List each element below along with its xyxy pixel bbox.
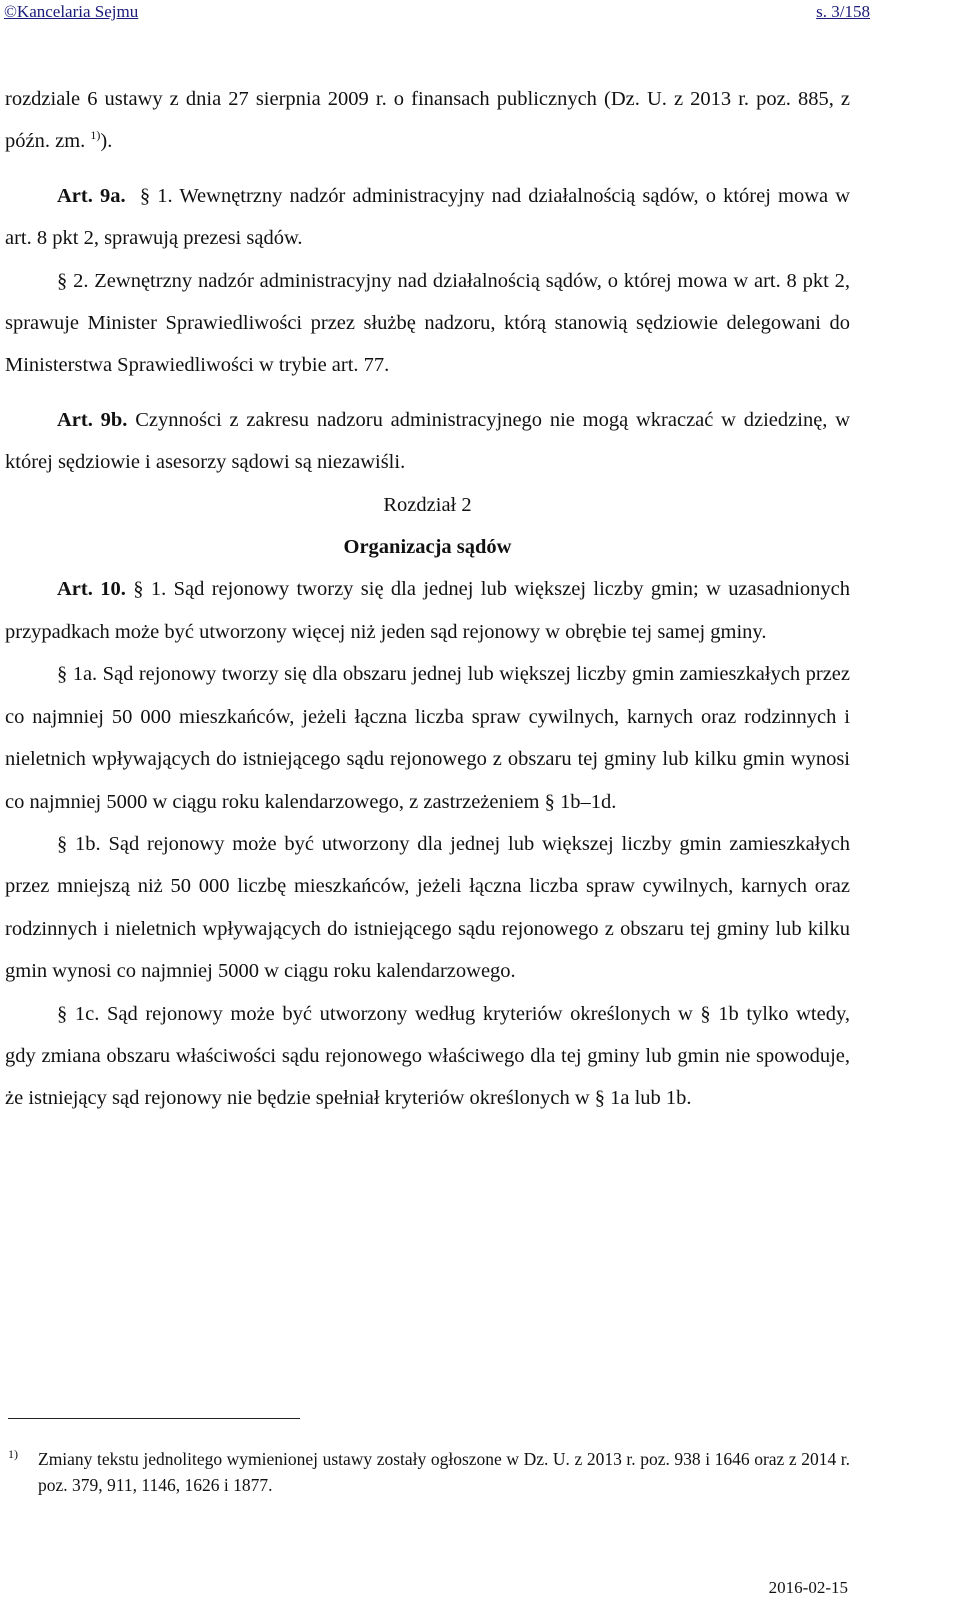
art-9b-label: Art. 9b.	[57, 408, 128, 431]
art-10-p1b-number: § 1b.	[57, 832, 101, 855]
art-9a-p2-number: § 2.	[57, 269, 89, 292]
art-10-paragraph-1a	[5, 653, 850, 823]
art-9a-p2-text: Zewnętrzny nadzór administracyjny nad działalnością sądów, o której mowa w art. 8 pkt 2, sprawuje Minister Sprawiedliwości przez służbę nadzoru, którą stanowią sędziowie delegowani do Ministerstwa Sprawiedliwości w trybie art. 77.	[5, 269, 851, 377]
chapter-title: Organizacja sądów	[343, 536, 512, 559]
art-10-paragraph-1c	[5, 993, 850, 1120]
art-9b-text: Czynności z zakresu nadzoru administracyjnego nie mogą wkraczać w dziedzinę, w której sędziowie i asesorzy sądowi są niezawiśli.	[5, 408, 851, 474]
art-9a-paragraph-2	[5, 260, 850, 387]
page-header	[4, 2, 870, 24]
art-10-p1c-number: § 1c.	[57, 1002, 100, 1025]
footnote	[8, 1446, 850, 1498]
source-link[interactable]: ©Kancelaria Sejmu	[4, 2, 139, 21]
art-9a-paragraph-1	[5, 175, 850, 260]
footnote-text: Zmiany tekstu jednolitego wymienionej ustawy zostały ogłoszone w Dz. U. z 2013 r. poz. 938 i 1646 oraz z 2014 r. poz. 379, 911, 1146, 1626 i 1877.	[38, 1449, 850, 1495]
art-10-label: Art. 10.	[57, 578, 126, 601]
art-10-p1a-text: Sąd rejonowy tworzy się dla obszaru jednej lub większej liczby gmin zamieszkałych przez co najmniej 50 000 mieszkańców, jeżeli łączna liczba spraw cywilnych, karnych oraz rodzinnych i nieletnich wpływających do istniejącego sądu rejonowego z obszaru tej gminy lub kilku gmin wynosi co najmniej 5000 w ciągu roku kalendarzowego, z zastrzeżeniem § 1b–1d.	[5, 663, 851, 813]
art-9a-p1-number: § 1.	[139, 184, 173, 207]
footer-date: 2016-02-15	[768, 1578, 848, 1597]
art-10-p1c-text: Sąd rejonowy może być utworzony według kryteriów określonych w § 1b tylko wtedy, gdy zmiana obszaru właściwości sądu rejonowego właściwego dla tej gminy lub gmin nie spowoduje, że istniejący sąd rejonowy nie będzie spełniał kryteriów określonych w § 1a lub 1b.	[5, 1002, 850, 1110]
footnote-mark: 1)	[8, 1447, 18, 1461]
intro-paragraph	[5, 78, 850, 163]
art-10-p1-number: § 1.	[133, 578, 167, 601]
art-9a-label: Art. 9a.	[57, 184, 126, 207]
art-10-p1b-text: Sąd rejonowy może być utworzony dla jednej lub większej liczby gmin zamieszkałych przez mniejszą niż 50 000 liczbę mieszkańców, jeżeli łączna liczba spraw cywilnych, karnych oraz rodzinnych i nieletnich wpływających do istniejącego sądu rejonowego z obszaru tej gminy lub kilku gmin wynosi co najmniej 5000 w ciągu roku kalendarzowego.	[5, 832, 851, 983]
intro-end: ).	[100, 130, 113, 153]
chapter-number: Rozdział 2	[383, 493, 472, 516]
art-9a-p1-text: Wewnętrzny nadzór administracyjny nad działalnością sądów, o której mowa w art. 8 pkt 2, sprawują prezesi sądów.	[5, 184, 851, 250]
footnote-reference[interactable]: 1)	[90, 128, 101, 143]
footnote-divider	[8, 1418, 300, 1419]
art-10-p1-text: Sąd rejonowy tworzy się dla jednej lub większej liczby gmin; w uzasadnionych przypadkach może być utworzony więcej niż jeden sąd rejonowy w obrębie tej samej gminy.	[5, 578, 851, 643]
document-body	[5, 78, 850, 1120]
art-10-p1a-number: § 1a.	[57, 663, 98, 686]
art-10-paragraph-1b	[5, 823, 850, 993]
page-number: s. 3/158	[816, 2, 870, 21]
art-9b-paragraph	[5, 399, 850, 484]
art-10-paragraph-1	[5, 568, 850, 653]
intro-text: rozdziale 6 ustawy z dnia 27 sierpnia 2009 r. o finansach publicznych (Dz. U. z 2013 r. poz. 885, z późn. zm.	[5, 88, 850, 153]
